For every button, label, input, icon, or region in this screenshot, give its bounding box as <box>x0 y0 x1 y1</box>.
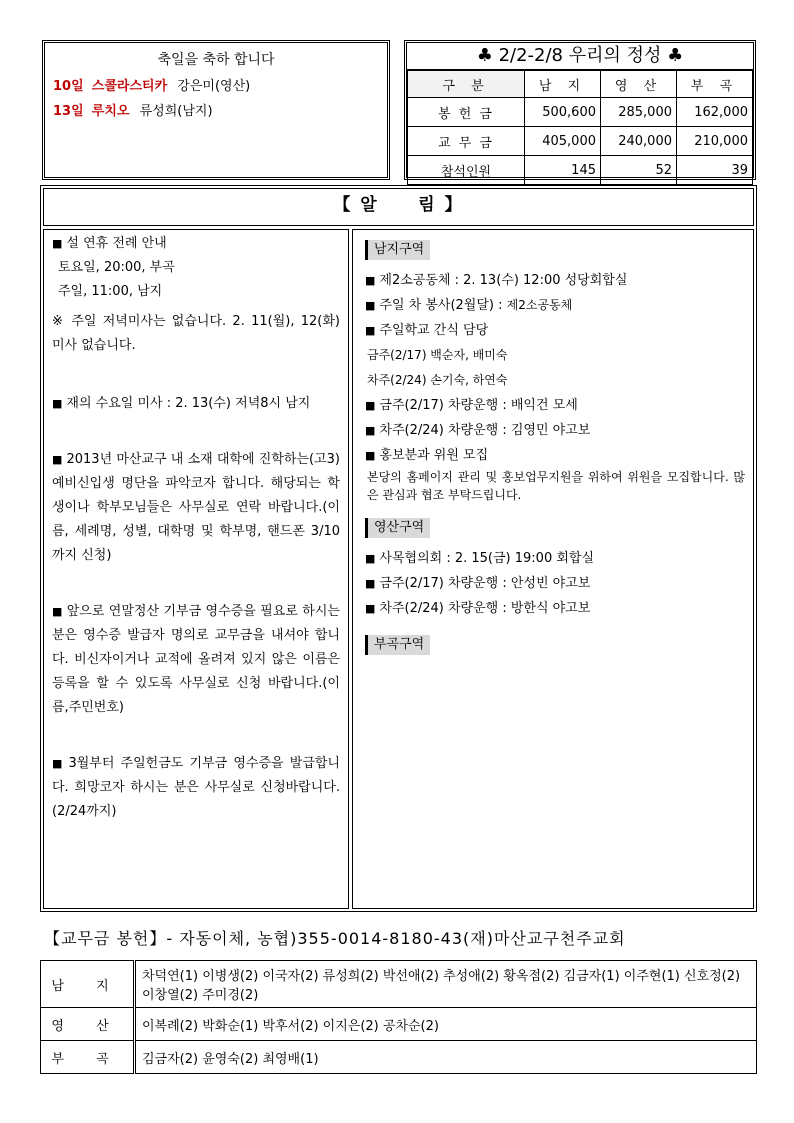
offering-box <box>404 40 756 180</box>
feast-title: 축일을 축하 합니다 <box>157 52 275 68</box>
notice-item: ■ 주일학교 간식 담당 <box>365 318 745 343</box>
notice-item <box>365 293 745 318</box>
notice-item: ■ 3월부터 주일헌금도 기부금 영수증을 발급합니다. 희망코자 하시는 분은 사무실로 신청바랍니다.(2/24까지) <box>52 752 340 824</box>
offering-row <box>408 127 753 156</box>
notice-text: 토요일, 20:00, 부곡 <box>58 260 175 275</box>
offering-row-label: 봉 헌 금 <box>408 98 525 127</box>
zone-label-yeongsan: 영산구역 <box>365 518 430 538</box>
notice-text: ※ 주일 저녁미사는 없습니다. 2. 11(월), 12(화) 미사 없습니다. <box>52 314 340 353</box>
offering-row <box>408 98 753 127</box>
offering-cell: 500,600 <box>525 98 601 127</box>
notice-item: ■ 제2소공동체 : 2. 13(수) 12:00 성당회합실 <box>365 268 745 293</box>
offering-title: ♣ 2/2-2/8 우리의 정성 ♣ <box>407 43 753 70</box>
notice-heading-box <box>43 188 754 226</box>
donor-row <box>41 961 757 1008</box>
zone-label-namji: 남지구역 <box>365 240 430 260</box>
zone-label-bugok: 부곡구역 <box>365 635 430 655</box>
feast-saint: 스콜라스티카 <box>91 79 168 94</box>
offering-cell: 210,000 <box>677 127 753 156</box>
feast-day: 10일 <box>53 79 84 94</box>
offering-cell: 145 <box>525 156 601 185</box>
feast-saint: 루치오 <box>91 104 130 119</box>
notice-item: ■ 차주(2/24) 차량운행 : 방한식 야고보 <box>365 596 745 621</box>
offering-row-label: 교 무 금 <box>408 127 525 156</box>
feast-box <box>42 40 390 180</box>
notice-text: 본당의 홈페이지 관리 및 홍보업무지원을 위하여 위원을 모집합니다. 많은 관심과 협조 부탁드립니다. <box>367 470 745 502</box>
feast-person: 류성희(남지) <box>139 104 213 119</box>
notice-text: 차주(2/24) 손기숙, 하연숙 <box>367 373 508 387</box>
feast-day: 13일 <box>53 104 84 119</box>
donor-row <box>41 1008 757 1041</box>
notice-item: ■ 설 연휴 전례 안내 <box>52 232 340 256</box>
notice-item: ■ 재의 수요일 미사 : 2. 13(수) 저녁8시 남지 <box>52 392 340 416</box>
notice-item: ■ 금주(2/17) 차량운행 : 배익건 모세 <box>365 393 745 418</box>
offering-table <box>407 70 753 185</box>
notice-item: ■ 2013년 마산교구 내 소재 대학에 진학하는(고3) 예비신입생 명단을 파악코자 합니다. 해당되는 학생이나 학부모님들은 사무실로 연락 바랍니다.(이름, 세례명, 성별, 대학명 및 학부명, 핸드폰 3/10까지 신청) <box>52 448 340 568</box>
notice-item: ■ 사목협의회 : 2. 15(금) 19:00 회합실 <box>365 546 745 571</box>
donor-names: 김금자(2) 윤영숙(2) 최영배(1) <box>135 1041 757 1074</box>
donor-region: 영 산 <box>41 1008 135 1041</box>
notice-right-column <box>352 229 754 909</box>
notice-text: 금주(2/17) 백순자, 배미숙 <box>367 348 508 362</box>
donor-names: 이복례(2) 박화순(1) 박후서(2) 이지은(2) 공차순(2) <box>135 1008 757 1041</box>
notice-heading: 【 알 림 】 <box>333 195 464 215</box>
notice-item-bold: ■ 주일 차 봉사(2월달) : <box>365 298 503 313</box>
notice-item: ■ 홍보분과 위원 모집 <box>365 443 745 468</box>
feast-entry <box>53 100 387 119</box>
feast-person: 강은미(영산) <box>177 79 251 94</box>
offering-cell: 285,000 <box>601 98 677 127</box>
notice-item-detail: 제2소공동체 <box>506 298 573 312</box>
donor-row <box>41 1041 757 1074</box>
notice-item: ■ 앞으로 연말정산 기부금 영수증을 필요로 하시는 분은 영수증 발급자 명의로 교무금을 내셔야 합니다. 비신자이거나 교적에 올려져 있지 않은 이름은 등록을 할 수 있도록 사무실로 신청 바랍니다.(이름,주민번호) <box>52 600 340 720</box>
offering-header-row <box>408 71 753 98</box>
donor-table <box>40 960 757 1074</box>
offering-header: 부 곡 <box>677 71 753 98</box>
offering-cell: 240,000 <box>601 127 677 156</box>
offering-header: 영 산 <box>601 71 677 98</box>
offering-cell: 39 <box>677 156 753 185</box>
offering-cell: 52 <box>601 156 677 185</box>
offering-cell: 162,000 <box>677 98 753 127</box>
offering-row <box>408 156 753 185</box>
notice-item: ■ 차주(2/24) 차량운행 : 김영민 야고보 <box>365 418 745 443</box>
transfer-info: 【교무금 봉헌】- 자동이체, 농협)355-0014-8180-43(재)마산교구천주교회 <box>44 929 626 948</box>
offering-cell: 405,000 <box>525 127 601 156</box>
notice-left-column <box>43 229 349 909</box>
offering-header: 구 분 <box>408 71 525 98</box>
donor-region: 남 지 <box>41 961 135 1008</box>
notice-text: 주일, 11:00, 남지 <box>58 284 163 299</box>
feast-entry <box>53 75 387 94</box>
donor-names: 차덕연(1) 이병생(2) 이국자(2) 류성희(2) 박선애(2) 추성애(2) 황옥점(2) 김금자(1) 이주현(1) 신호정(2) 이창열(2) 주미경(2) <box>135 961 757 1008</box>
donor-box <box>40 960 757 1074</box>
notice-item: ■ 금주(2/17) 차량운행 : 안성빈 야고보 <box>365 571 745 596</box>
offering-header: 남 지 <box>525 71 601 98</box>
offering-row-label: 참석인원 <box>408 156 525 185</box>
donor-region: 부 곡 <box>41 1041 135 1074</box>
